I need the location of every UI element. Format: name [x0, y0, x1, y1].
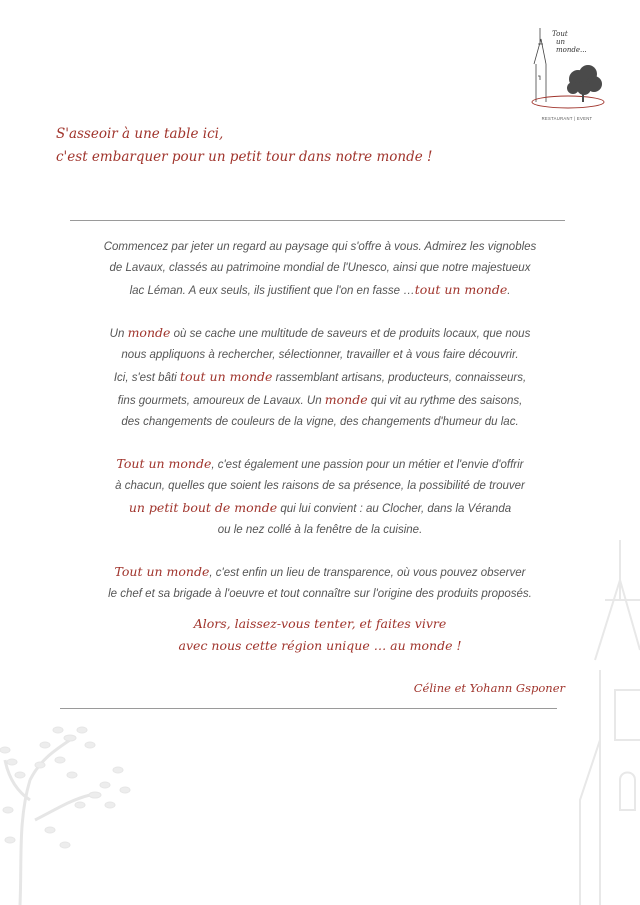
paragraph-1: [60, 237, 580, 302]
bottom-divider: [60, 708, 557, 709]
p3-line-3: [60, 497, 580, 520]
intro-heading: [56, 123, 476, 169]
p2-accent-3: monde: [324, 392, 368, 407]
paragraph-3: [60, 453, 580, 541]
p4-line-1-end: , c'est enfin un lieu de transparence, où vous pouvez observer: [209, 567, 526, 579]
top-divider: [70, 220, 565, 221]
p3-line-4: ou le nez collé à la fenêtre de la cuisine.: [217, 524, 423, 536]
signature: Céline et Yohann Gsponer: [413, 681, 565, 695]
logo-wordmark: [552, 30, 587, 54]
p4-line-1: [60, 561, 580, 584]
p3-line-2: à chacun, quelles que soient les raisons de sa présence, la possibilité de trouver: [115, 480, 525, 492]
p2-line-4-end: qui vit au rythme des saisons,: [367, 395, 523, 407]
p1-line-3-text: lac Léman. A eux seuls, ils justifient que l'on en fasse …: [129, 285, 415, 297]
p3-line-3-end: qui lui convient : au Clocher, dans la Véranda: [277, 503, 512, 515]
p1-line-3-end: .: [507, 285, 511, 297]
p2-line-1-end: où se cache une multitude de saveurs et de produits locaux, que nous: [170, 328, 531, 340]
p2-line-4-start: fins gourmets, amoureux de Lavaux. Un: [117, 395, 325, 407]
p2-line-5: des changements de couleurs de la vigne, des changements d'humeur du lac.: [121, 416, 519, 428]
p4-accent: Tout un monde: [114, 564, 210, 579]
body-text: [60, 237, 580, 625]
logo-line-3: monde...: [556, 46, 587, 54]
tree-watermark-icon: [0, 700, 150, 905]
closing-line-1: Alors, laissez-vous tenter, et faites vivre: [193, 616, 447, 631]
intro-line-1: S'asseoir à une table ici,: [56, 126, 224, 142]
p2-line-3: [60, 366, 580, 389]
p2-accent-1: monde: [127, 325, 171, 340]
logo-caption: RESTAURANT | EVENT: [541, 116, 593, 121]
p3-line-1-end: , c'est également une passion pour un métier et l'envie d'offrir: [211, 459, 524, 471]
logo-line-2: un: [556, 38, 566, 46]
intro-line-2: c'est embarquer pour un petit tour dans notre monde !: [56, 149, 433, 165]
p2-line-2: nous appliquons à rechercher, sélectionner, travailler et à vous faire découvrir.: [121, 349, 519, 361]
paragraph-4: [60, 561, 580, 605]
paragraph-2: [60, 322, 580, 433]
p3-accent-1: Tout un monde: [116, 456, 212, 471]
p2-line-1-start: Un: [109, 328, 128, 340]
p2-line-3-end: rassemblant artisans, producteurs, connaisseurs,: [272, 372, 527, 384]
p4-line-2: le chef et sa brigade à l'oeuvre et tout connaître sur l'origine des produits proposés.: [108, 588, 532, 600]
p1-accent: tout un monde: [414, 282, 508, 297]
p1-line-2: de Lavaux, classés au patrimoine mondial de l'Unesco, ainsi que notre majestueux: [109, 262, 531, 274]
closing-line-2: avec nous cette région unique … au monde !: [178, 638, 462, 653]
logo-line-1: Tout: [552, 30, 568, 38]
p1-line-1: Commencez par jeter un regard au paysage qui s'offre à vous. Admirez les vignobles: [103, 241, 537, 253]
p2-line-3-start: Ici, s'est bâti: [113, 372, 180, 384]
p2-line-1: [60, 322, 580, 345]
p2-line-4: [60, 389, 580, 412]
closing-text: [60, 613, 580, 657]
p2-accent-2: tout un monde: [179, 369, 273, 384]
p1-line-3: [60, 279, 580, 302]
p3-accent-2: un petit bout de monde: [128, 500, 278, 515]
p3-line-1: [60, 453, 580, 476]
